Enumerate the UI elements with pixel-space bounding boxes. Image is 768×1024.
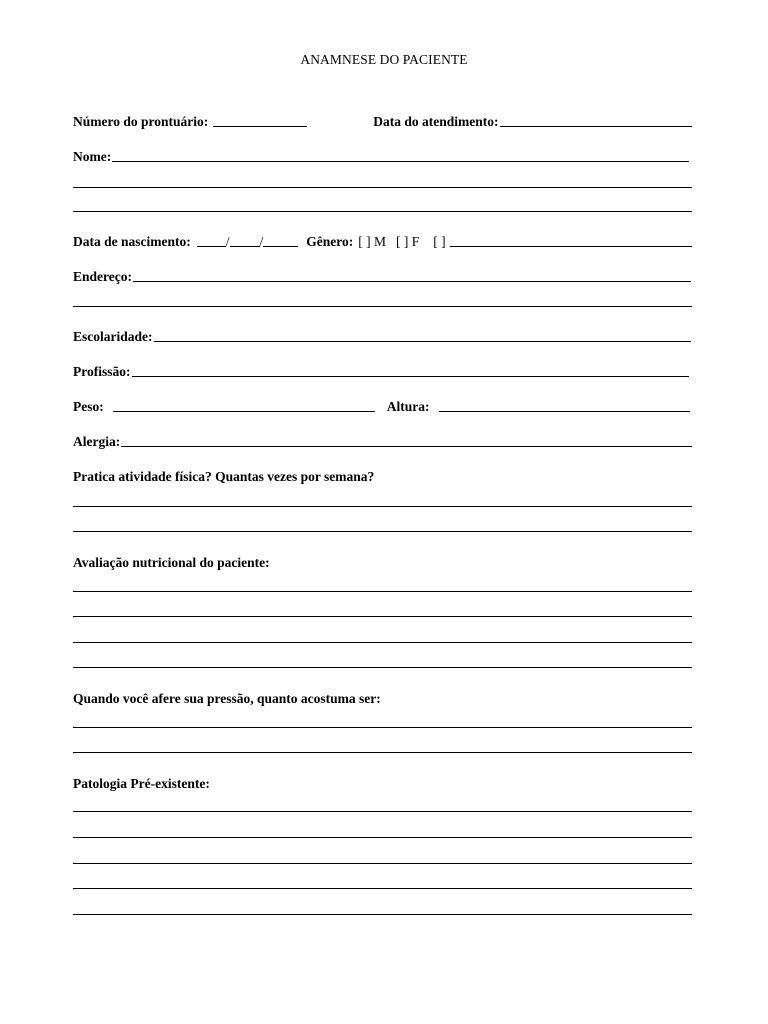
atividade-fisica-line-1[interactable] bbox=[73, 506, 692, 507]
alergia-field[interactable] bbox=[121, 446, 692, 447]
patologia-line-2[interactable] bbox=[73, 837, 692, 838]
genero-m-checkbox[interactable]: [ ] M bbox=[358, 234, 387, 249]
avaliacao-line-3[interactable] bbox=[73, 642, 692, 643]
escolaridade-field[interactable] bbox=[154, 341, 692, 342]
patologia-line-5[interactable] bbox=[73, 914, 692, 915]
row-profissao bbox=[73, 362, 689, 380]
nome-label: Nome: bbox=[73, 149, 112, 164]
row-alergia bbox=[73, 432, 692, 450]
nascimento-dia-field[interactable] bbox=[197, 246, 226, 247]
avaliacao-line-4[interactable] bbox=[73, 667, 692, 668]
nascimento-ano-field[interactable] bbox=[263, 246, 298, 247]
patologia-line-4[interactable] bbox=[73, 888, 692, 889]
row-peso-altura bbox=[73, 397, 690, 415]
row-prontuario bbox=[73, 112, 692, 130]
data-nascimento-label: Data de nascimento: bbox=[73, 234, 191, 249]
patologia-line-1[interactable] bbox=[73, 811, 692, 812]
pressao-line-2[interactable] bbox=[73, 752, 692, 753]
patologia-question: Patologia Pré-existente: bbox=[73, 776, 210, 791]
data-atendimento-label: Data do atendimento: bbox=[373, 114, 499, 129]
prontuario-label: Número do prontuário: bbox=[73, 114, 209, 129]
row-nascimento-genero bbox=[73, 232, 692, 250]
genero-f-checkbox[interactable]: [ ] F bbox=[396, 234, 420, 249]
altura-field[interactable] bbox=[439, 411, 691, 412]
atividade-fisica-line-2[interactable] bbox=[73, 531, 692, 532]
date-separator: / bbox=[259, 234, 264, 249]
nome-line-2[interactable] bbox=[73, 187, 692, 188]
genero-label: Gênero: bbox=[306, 234, 354, 249]
profissao-field[interactable] bbox=[132, 376, 690, 377]
row-endereco bbox=[73, 267, 691, 285]
endereco-line-2[interactable] bbox=[73, 306, 692, 307]
row-escolaridade bbox=[73, 327, 691, 345]
avaliacao-line-2[interactable] bbox=[73, 616, 692, 617]
peso-field[interactable] bbox=[113, 411, 375, 412]
alergia-label: Alergia: bbox=[73, 434, 121, 449]
pressao-question: Quando você afere sua pressão, quanto acostuma ser: bbox=[73, 691, 381, 706]
atividade-fisica-question: Pratica atividade física? Quantas vezes por semana? bbox=[73, 469, 375, 484]
profissao-label: Profissão: bbox=[73, 364, 131, 379]
patologia-line-3[interactable] bbox=[73, 863, 692, 864]
avaliacao-nutricional-question: Avaliação nutricional do paciente: bbox=[73, 555, 270, 570]
endereco-field[interactable] bbox=[133, 281, 691, 282]
nascimento-mes-field[interactable] bbox=[230, 246, 260, 247]
pressao-line-1[interactable] bbox=[73, 727, 692, 728]
date-separator: / bbox=[225, 234, 230, 249]
genero-outro-checkbox[interactable]: [ ] bbox=[433, 234, 446, 249]
genero-outro-field[interactable] bbox=[450, 246, 692, 247]
peso-label: Peso: bbox=[73, 399, 104, 414]
nome-field[interactable] bbox=[112, 161, 689, 162]
data-atendimento-field[interactable] bbox=[500, 126, 692, 127]
prontuario-field[interactable] bbox=[213, 126, 307, 127]
form-title: ANAMNESE DO PACIENTE bbox=[300, 52, 468, 67]
avaliacao-line-1[interactable] bbox=[73, 591, 692, 592]
escolaridade-label: Escolaridade: bbox=[73, 329, 153, 344]
row-nome bbox=[73, 147, 689, 165]
altura-label: Altura: bbox=[386, 399, 430, 414]
nome-line-3[interactable] bbox=[73, 211, 692, 212]
endereco-label: Endereço: bbox=[73, 269, 132, 284]
